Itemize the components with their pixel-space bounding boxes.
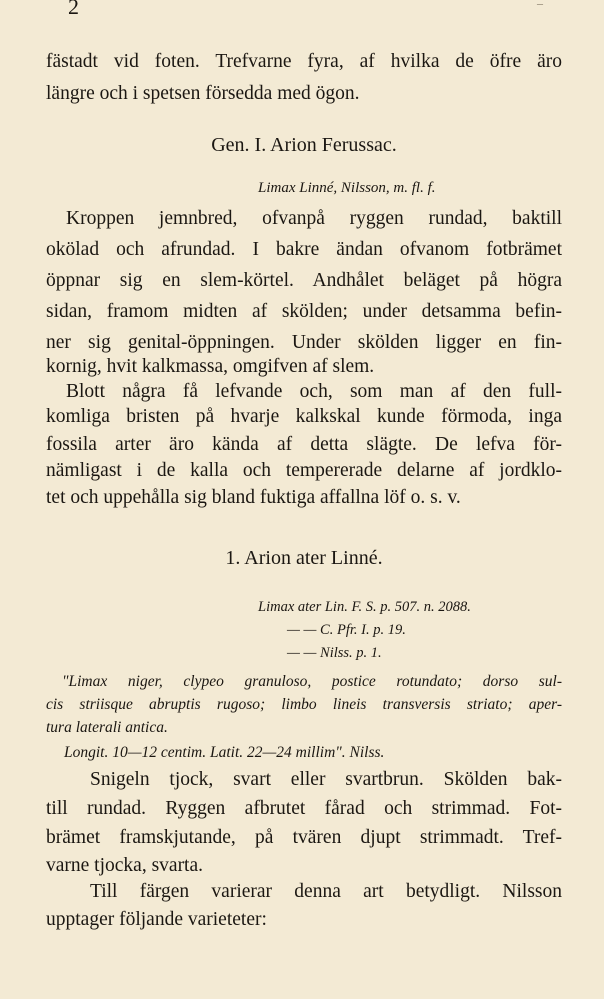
synonym-line: — — C. Pfr. I. p. 19. <box>287 622 406 638</box>
paragraph-line: brämet framskjutande, på tvären djupt strimmadt. Tref- <box>46 827 562 848</box>
paragraph-line: okölad och afrundad. I bakre ändan ofvanom fotbrämet <box>46 239 562 260</box>
paragraph-line: Till färgen varierar denna art betydligt. Nilsson <box>90 881 562 902</box>
paragraph-line: Snigeln tjock, svart eller svartbrun. Skölden bak- <box>90 769 562 790</box>
paragraph-line: till rundad. Ryggen afbrutet fårad och strimmad. Fot- <box>46 798 562 819</box>
genus-synonym: Limax Linné, Nilsson, m. fl. f. <box>258 180 436 196</box>
synonym-line: — — Nilss. p. 1. <box>287 645 382 661</box>
paragraph-line: sidan, framom midten af skölden; under detsamma befin- <box>46 301 562 322</box>
paragraph-line: nämligast i de kalla och tempererade delarne af jordklo- <box>46 460 562 481</box>
paragraph-line: tet och uppehålla sig bland fuktiga affallna löf o. s. v. <box>46 487 461 508</box>
page-number: 2 <box>68 0 79 19</box>
paragraph-line: öppnar sig en slem-körtel. Andhålet beläget på högra <box>46 270 562 291</box>
corner-mark: – <box>537 0 543 10</box>
paragraph-line: kornig, hvit kalkmassa, omgifven af slem. <box>46 356 375 377</box>
intro-line: längre och i spetsen försedda med ögon. <box>46 83 360 104</box>
paragraph-line: komliga bristen på hvarje kalkskal kunde förmoda, inga <box>46 406 562 427</box>
synonym-line: Limax ater Lin. F. S. p. 507. n. 2088. <box>258 599 471 615</box>
latin-line: cis striisque abruptis rugoso; limbo lineis transversis striato; aper- <box>46 696 562 713</box>
genus-heading: Gen. I. Arion Ferussac. <box>211 134 397 156</box>
latin-line: tura laterali antica. <box>46 719 168 736</box>
paragraph-line: varne tjocka, svarta. <box>46 855 204 876</box>
latin-line: "Limax niger, clypeo granuloso, postice rotundato; dorso sul- <box>62 673 562 690</box>
species-heading: 1. Arion ater Linné. <box>225 547 383 569</box>
intro-line: fästadt vid foten. Trefvarne fyra, af hvilka de öfre äro <box>46 51 562 72</box>
paragraph-line: upptager följande varieteter: <box>46 909 267 930</box>
paragraph-line: Kroppen jemnbred, ofvanpå ryggen rundad, baktill <box>66 208 562 229</box>
paragraph-line: fossila arter äro kända af detta slägte. De lefva för- <box>46 434 562 455</box>
measurements-line: Longit. 10—12 centim. Latit. 22—24 millim". Nilss. <box>64 744 385 761</box>
paragraph-line: ner sig genital-öppningen. Under skölden ligger en fin- <box>46 332 562 353</box>
paragraph-line: Blott några få lefvande och, som man af den full- <box>66 381 562 402</box>
